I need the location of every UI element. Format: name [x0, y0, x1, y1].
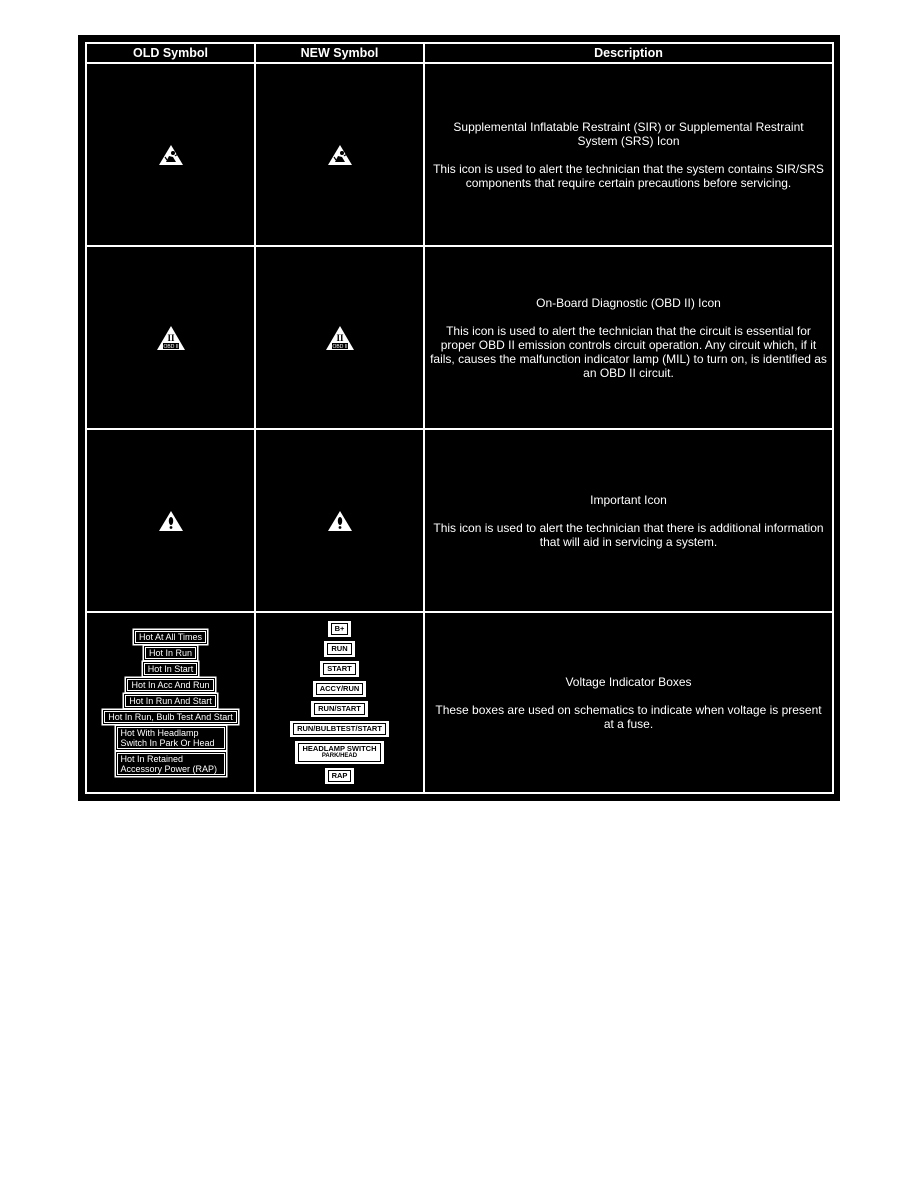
new-voltage-box-label: START [323, 663, 355, 675]
new-voltage-box [324, 641, 354, 657]
old-voltage-box: Hot In Run [145, 647, 196, 659]
new-symbol-cell [255, 612, 424, 793]
old-symbol-cell [86, 246, 255, 429]
description-title: On-Board Diagnostic (OBD II) Icon [536, 295, 721, 310]
new-voltage-box [328, 621, 352, 637]
new-voltage-box [290, 721, 389, 737]
new-voltage-box [313, 681, 367, 697]
symbol-table [85, 42, 834, 794]
description-body: These boxes are used on schematics to indicate when voltage is present at a fuse. [435, 702, 822, 731]
important-exclamation-icon [158, 510, 184, 532]
old-voltage-box: Hot In Run And Start [125, 695, 216, 707]
old-voltage-box: Hot In Run, Bulb Test And Start [104, 711, 236, 723]
symbol-chart-figure [78, 35, 840, 801]
old-voltage-box-list [87, 629, 254, 777]
new-voltage-box [320, 661, 358, 677]
old-symbol-cell [86, 63, 255, 246]
new-voltage-box [325, 768, 355, 784]
header-old-symbol: OLD Symbol [86, 43, 255, 63]
obd-ii-triangle-icon [156, 325, 186, 351]
new-voltage-box-label: ACCY/RUN [316, 683, 364, 695]
obd-label: OBD II [331, 343, 348, 350]
new-voltage-box-list [256, 619, 423, 786]
new-voltage-box-label: RUN/START [314, 703, 365, 715]
sir-srs-triangle-icon [158, 144, 184, 166]
obd-ii-triangle-icon [325, 325, 355, 351]
old-symbol-cell [86, 612, 255, 793]
description-body: This icon is used to alert the technician that the circuit is essential for proper OBD II emission controls circuit operation. Any circuit which, if it fails, causes the malfunction indicator lamp (MIL) to turn on, is identified as an OBD II circuit. [430, 323, 827, 380]
description-body: This icon is used to alert the technician that the system contains SIR/SRS components that require certain precautions before servicing. [433, 161, 824, 190]
new-voltage-box-label: B+ [331, 623, 349, 635]
new-voltage-box-label: RUN/BULBTEST/START [293, 723, 386, 735]
description-title: Voltage Indicator Boxes [565, 674, 692, 689]
old-symbol-cell [86, 429, 255, 612]
headlamp-switch-label: HEADLAMP SWITCH [302, 744, 377, 753]
old-voltage-box: Hot In Start [144, 663, 198, 675]
description-cell [424, 612, 833, 793]
table-row [86, 246, 833, 429]
obd-roman-label: II [335, 332, 344, 343]
new-symbol-cell [255, 429, 424, 612]
new-voltage-box-label [298, 743, 380, 762]
description-body: This icon is used to alert the technician that there is additional information that will aid in servicing a system. [433, 520, 824, 549]
sir-srs-triangle-icon [327, 144, 353, 166]
new-symbol-cell [255, 246, 424, 429]
new-voltage-box [311, 701, 368, 717]
description-cell [424, 63, 833, 246]
new-voltage-box-label: RUN [327, 643, 351, 655]
new-symbol-cell [255, 63, 424, 246]
description-title: Supplemental Inflatable Restraint (SIR) or Supplemental Restraint System (SRS) Icon [453, 119, 804, 148]
old-voltage-box: Hot In Acc And Run [127, 679, 213, 691]
old-voltage-box: Hot At All Times [135, 631, 206, 643]
table-row [86, 612, 833, 793]
description-title: Important Icon [590, 492, 667, 507]
description-cell [424, 429, 833, 612]
obd-label: OBD II [162, 343, 179, 350]
new-voltage-box-label: RAP [328, 770, 352, 782]
table-row [86, 63, 833, 246]
header-description: Description [424, 43, 833, 63]
headlamp-switch-sublabel: PARK/HEAD [321, 753, 358, 759]
header-new-symbol: NEW Symbol [255, 43, 424, 63]
old-voltage-box: Hot With Headlamp Switch In Park Or Head [117, 727, 225, 749]
obd-roman-label: II [166, 332, 175, 343]
table-row [86, 429, 833, 612]
description-cell [424, 246, 833, 429]
old-voltage-box: Hot In Retained Accessory Power (RAP) [117, 753, 225, 775]
important-exclamation-icon [327, 510, 353, 532]
table-header-row [86, 43, 833, 63]
new-voltage-box [295, 741, 383, 764]
